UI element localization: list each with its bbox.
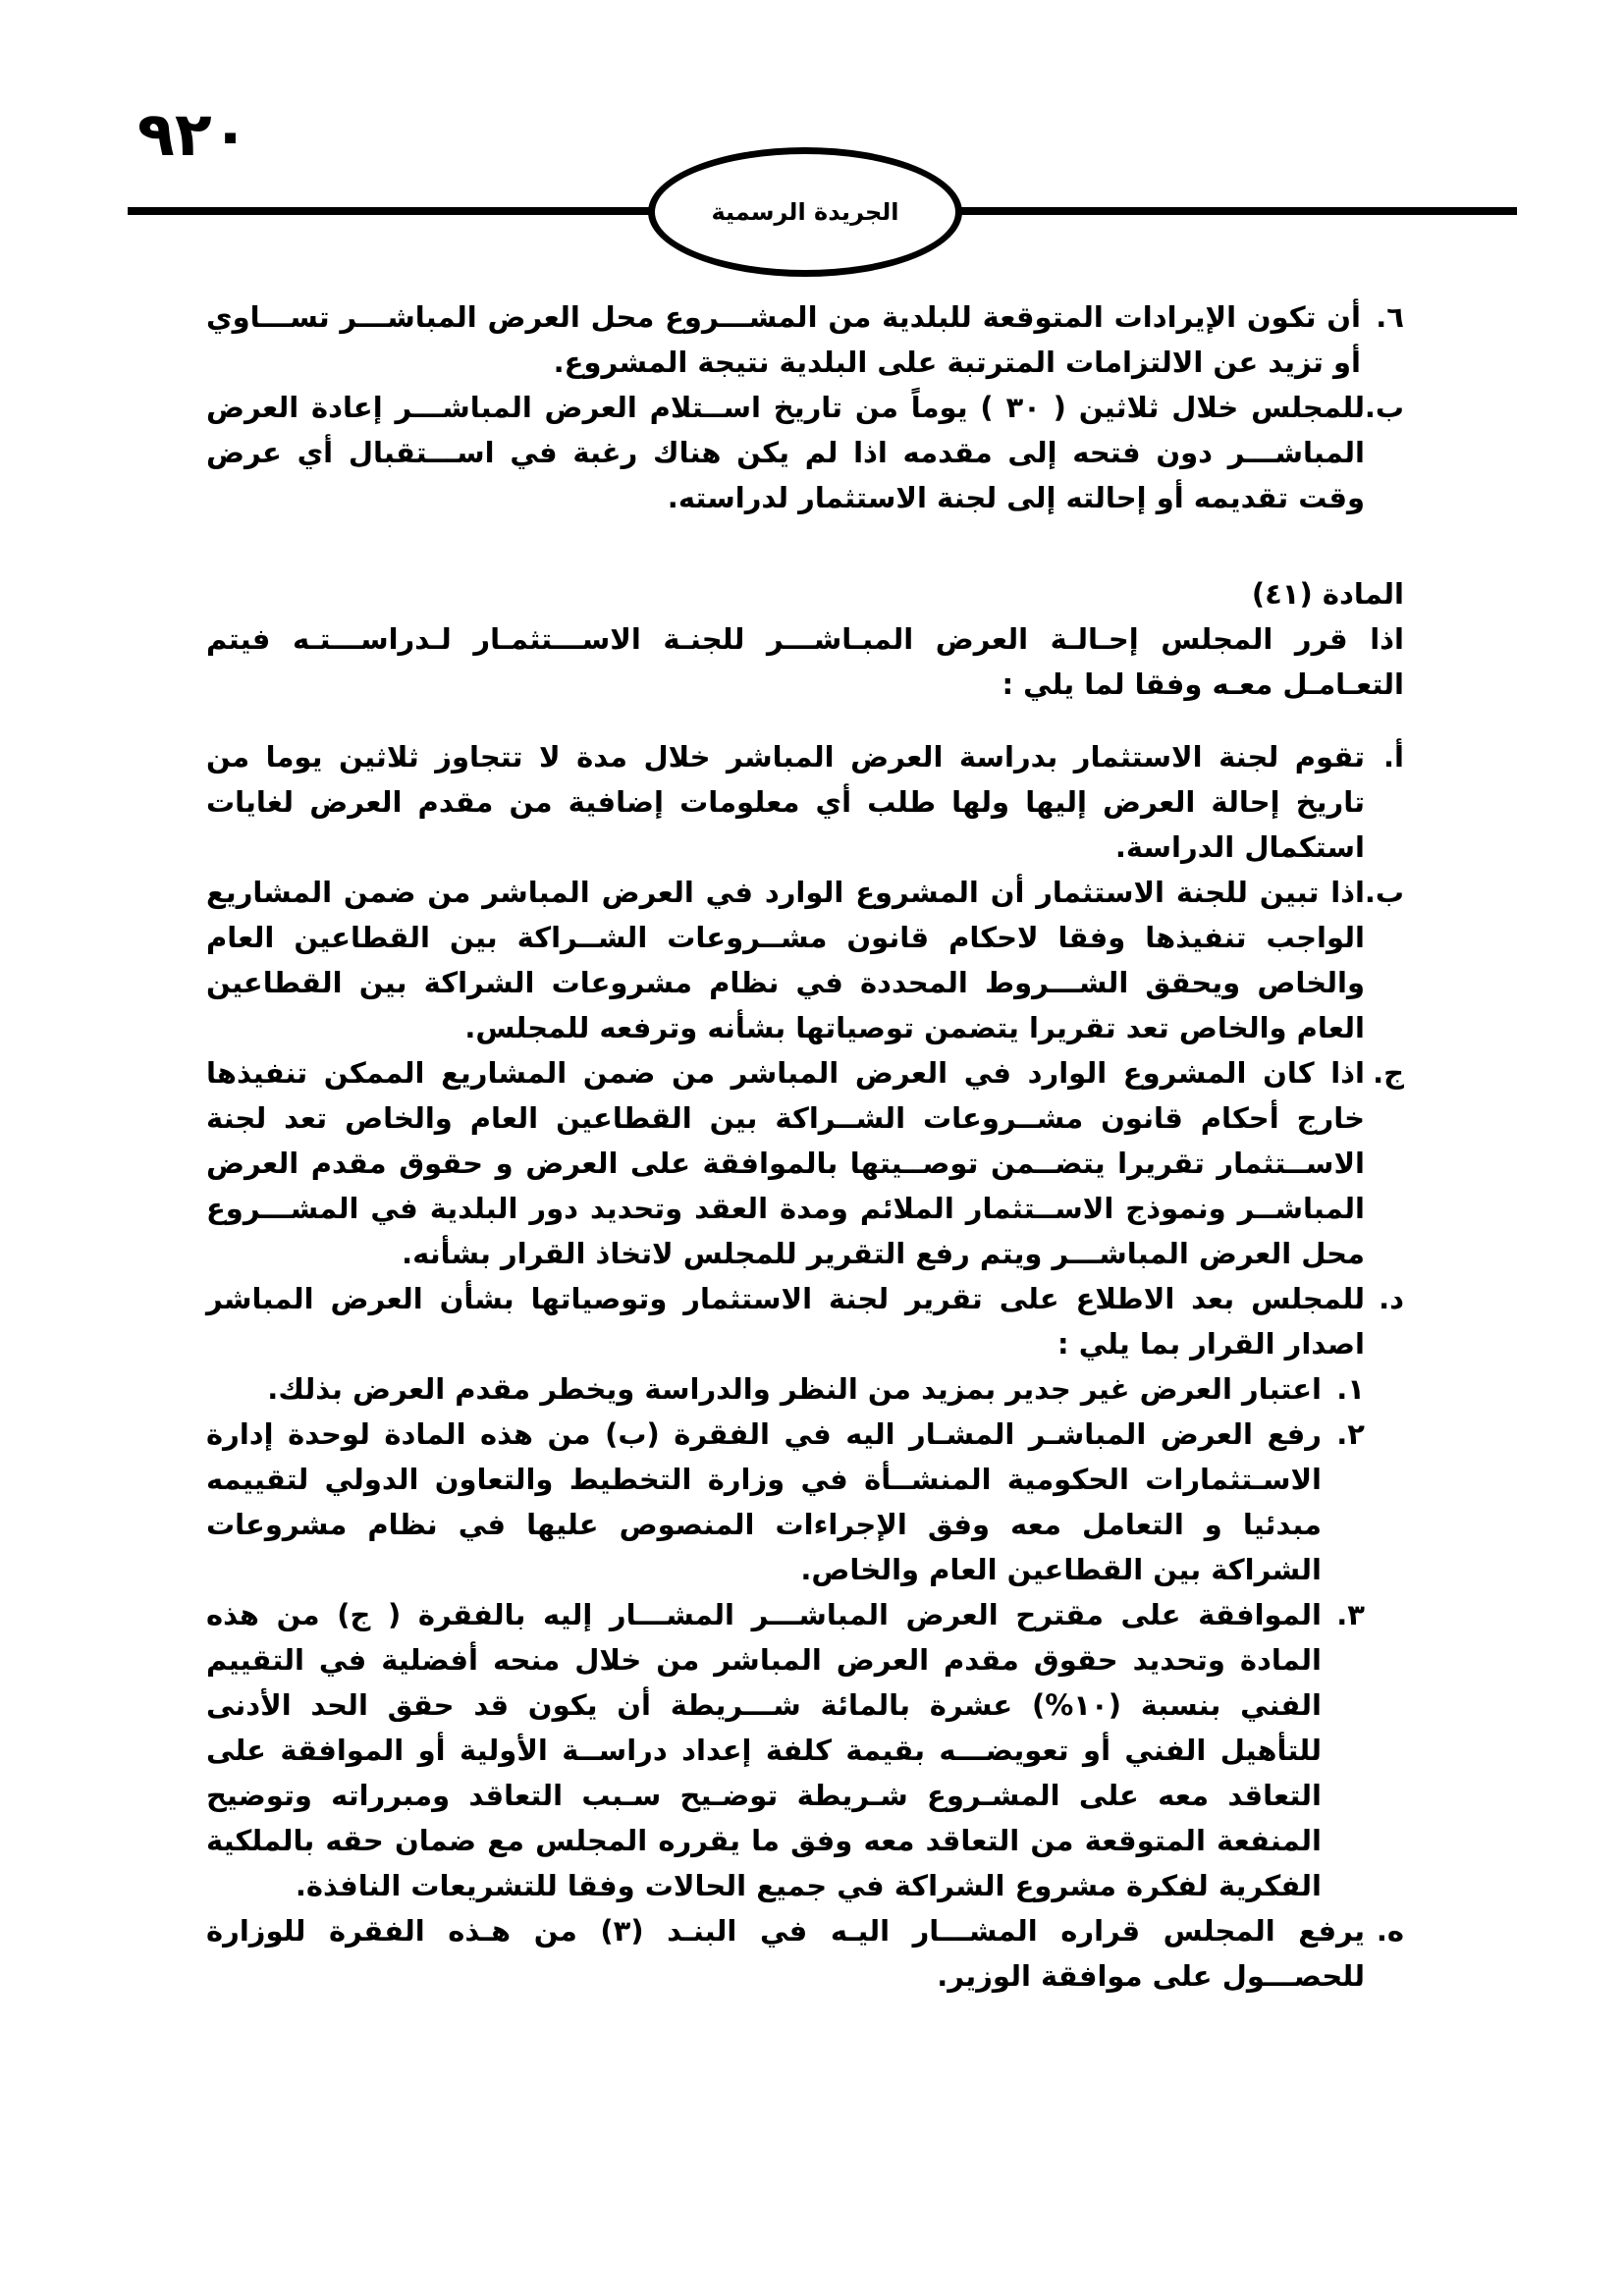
clause-marker: أ.	[1383, 740, 1404, 774]
clause-text: تقوم لجنة الاستثمار بدراسة العرض المباشر خلال مدة لا تتجاوز ثلاثين يوما من تاريخ إحالة العرض إليها ولها طلب أي معلومات إضافية من مقدم العرض لغايات استكمال الدراسة.	[206, 740, 1365, 864]
clause-text: اذا تبين للجنة الاستثمار أن المشروع الوارد في العرض المباشر من ضمن المشاريع الواجب تنفيذها وفقا لاحكام قانون مشــروعات الشــراكة بين القطاعين العام والخاص ويحقق الشـــروط المحددة في نظام مشروعات الشراكة بين القطاعين العام والخاص تعد تقريرا يتضمن توصياتها بشأنه وترفعه للمجلس.	[206, 876, 1365, 1044]
sub-item-text: الموافقة على مقترح العرض المباشـــر المشـــار إليه بالفقرة ( ج) من هذه المادة وتحديد حقوق مقدم العرض المباشر من خلال منحه أفضلية في التقييم الفني بنسبة (١٠%) عشرة بالمائة شـــريطة أن يكون قد حقق الحد الأدنى للتأهيل الفني أو تعويضـــه بقيمة كلفة إعداد دراســة الأولية أو الموافقة على التعاقد معه على المشـروع شـريطة توضـيح سـبب التعاقد ومبرراته وتوضيح المنفعة المتوقعة من التعاقد معه وفق ما يقرره المجلس مع ضمان حقه بالملكية الفكرية لفكرة مشروع الشراكة في جميع الحالات وفقا للتشريعات النافذة.	[206, 1598, 1322, 1902]
clause-marker: د.	[1379, 1282, 1404, 1315]
sub-item-marker: ٢.	[1336, 1417, 1365, 1451]
clause-marker: ب.	[1364, 876, 1404, 909]
sub-item-text: رفع العرض المباشـر المشـار اليه في الفقرة (ب) من هذه المادة لوحدة إدارة الاسـتثمارات الحكومية المنشــأة في وزارة التخطيط والتعاون الدولي لتقييمه مبدئيا و التعامل معه وفق الإجراءات المنصوص عليها في نظام مشروعات الشراكة بين القطاعين العام والخاص.	[206, 1417, 1322, 1586]
clause-marker: ب.	[1364, 391, 1404, 424]
clause-marker: ه.	[1376, 1914, 1404, 1948]
clause-text: للمجلس خلال ثلاثين ( ٣٠ ) يوماً من تاريخ اســتلام العرض المباشـــر إعادة العرض المباشـــر دون فتحه إلى مقدمه اذا لم يكن هناك رغبة في اســـتقبال أي عرض وقت تقديمه أو إحالته إلى لجنة الاستثمار لدراسته.	[206, 391, 1365, 514]
sub-item-3	[206, 1592, 1365, 1908]
sub-item-1	[206, 1366, 1365, 1412]
clause-b	[206, 870, 1404, 1050]
clause-a	[206, 734, 1404, 870]
item-text: أن تكون الإيرادات المتوقعة للبلدية من المشـــروع محل العرض المباشـــر تســـاوي أو تزيد عن الالتزامات المترتبة على البلدية نتيجة المشروع.	[206, 300, 1361, 379]
sub-item-text: اعتبار العرض غير جدير بمزيد من النظر والدراسة ويخطر مقدم العرض بذلك.	[267, 1372, 1322, 1406]
clause-text: للمجلس بعد الاطلاع على تقرير لجنة الاستثمار وتوصياتها بشأن العرض المباشر اصدار القرار بما يلي :	[206, 1282, 1365, 1361]
sub-item-marker: ١.	[1336, 1372, 1365, 1406]
article-title: المادة (٤١)	[1251, 577, 1404, 611]
article-intro: اذا قرر المجلس إحـالـة العرض المبـاشـــر للجنـة الاســـتثمـار لـدراســـتـه فيتم التعـامـل معـه وفقا لما يلي :	[206, 622, 1404, 701]
clause-d	[206, 1276, 1404, 1366]
item-marker: ٦.	[1376, 300, 1404, 334]
page-number: ٩٢٠	[137, 98, 249, 170]
document-body	[206, 294, 1404, 1999]
gazette-title-oval	[648, 147, 962, 277]
clause-j	[206, 1050, 1404, 1276]
clause-marker: ج.	[1373, 1056, 1404, 1090]
sub-item-2	[206, 1412, 1365, 1592]
clause-text: اذا كان المشروع الوارد في العرض المباشر من ضمن المشاريع الممكن تنفيذها خارج أحكام قانون مشــروعات الشــراكة بين القطاعين العام والخاص تعد لجنة الاســتثمار تقريرا يتضــمن توصــيتها بالموافقة على العرض و حقوق مقدم العرض المباشــر ونموذج الاســتثمار الملائم ومدة العقد وتحديد دور البلدية في المشـــروع محل العرض المباشـــر ويتم رفع التقرير للمجلس لاتخاذ القرار بشأنه.	[206, 1056, 1365, 1270]
continued-item-6	[206, 294, 1404, 385]
clause-text: يرفع المجلس قراره المشـــار اليـه في البنـد (٣) من هـذه الفقرة للوزارة للحصـــول على موافقة الوزير.	[206, 1914, 1365, 1993]
clause-h	[206, 1908, 1404, 1999]
continued-clause-b	[206, 385, 1404, 520]
sub-item-marker: ٣.	[1336, 1598, 1365, 1631]
gazette-title: الجريدة الرسمية	[711, 198, 899, 226]
